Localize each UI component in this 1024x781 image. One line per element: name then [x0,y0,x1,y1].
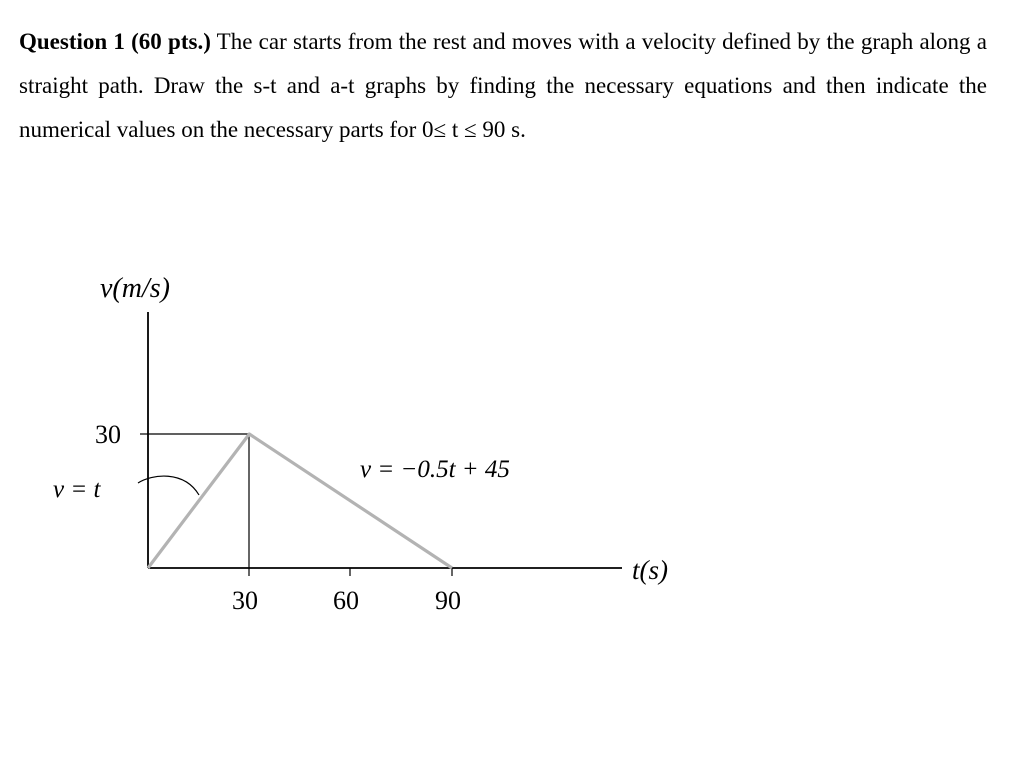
question-body: The car starts from the rest and moves with a velocity defined by the graph along a straight path. Draw the s-t and a-t graphs by finding the necessary equations and then indicate the numerical values on the necessary parts for 0≤ t ≤ 90 s. [19,29,987,142]
x-tick-label-90: 90 [435,586,461,615]
x-axis-label: t(s) [632,555,668,585]
question-label: Question 1 (60 pts.) [19,29,211,54]
y-axis-label: v(m/s) [100,273,170,304]
x-tick-label-30: 30 [232,586,258,615]
velocity-curve [148,434,452,568]
annotation-v-decreasing: v = −0.5t + 45 [360,456,510,483]
y-tick-label-30: 30 [95,420,121,449]
annotation-v-equals-t: v = t [53,476,101,503]
x-tick-label-60: 60 [333,586,359,615]
